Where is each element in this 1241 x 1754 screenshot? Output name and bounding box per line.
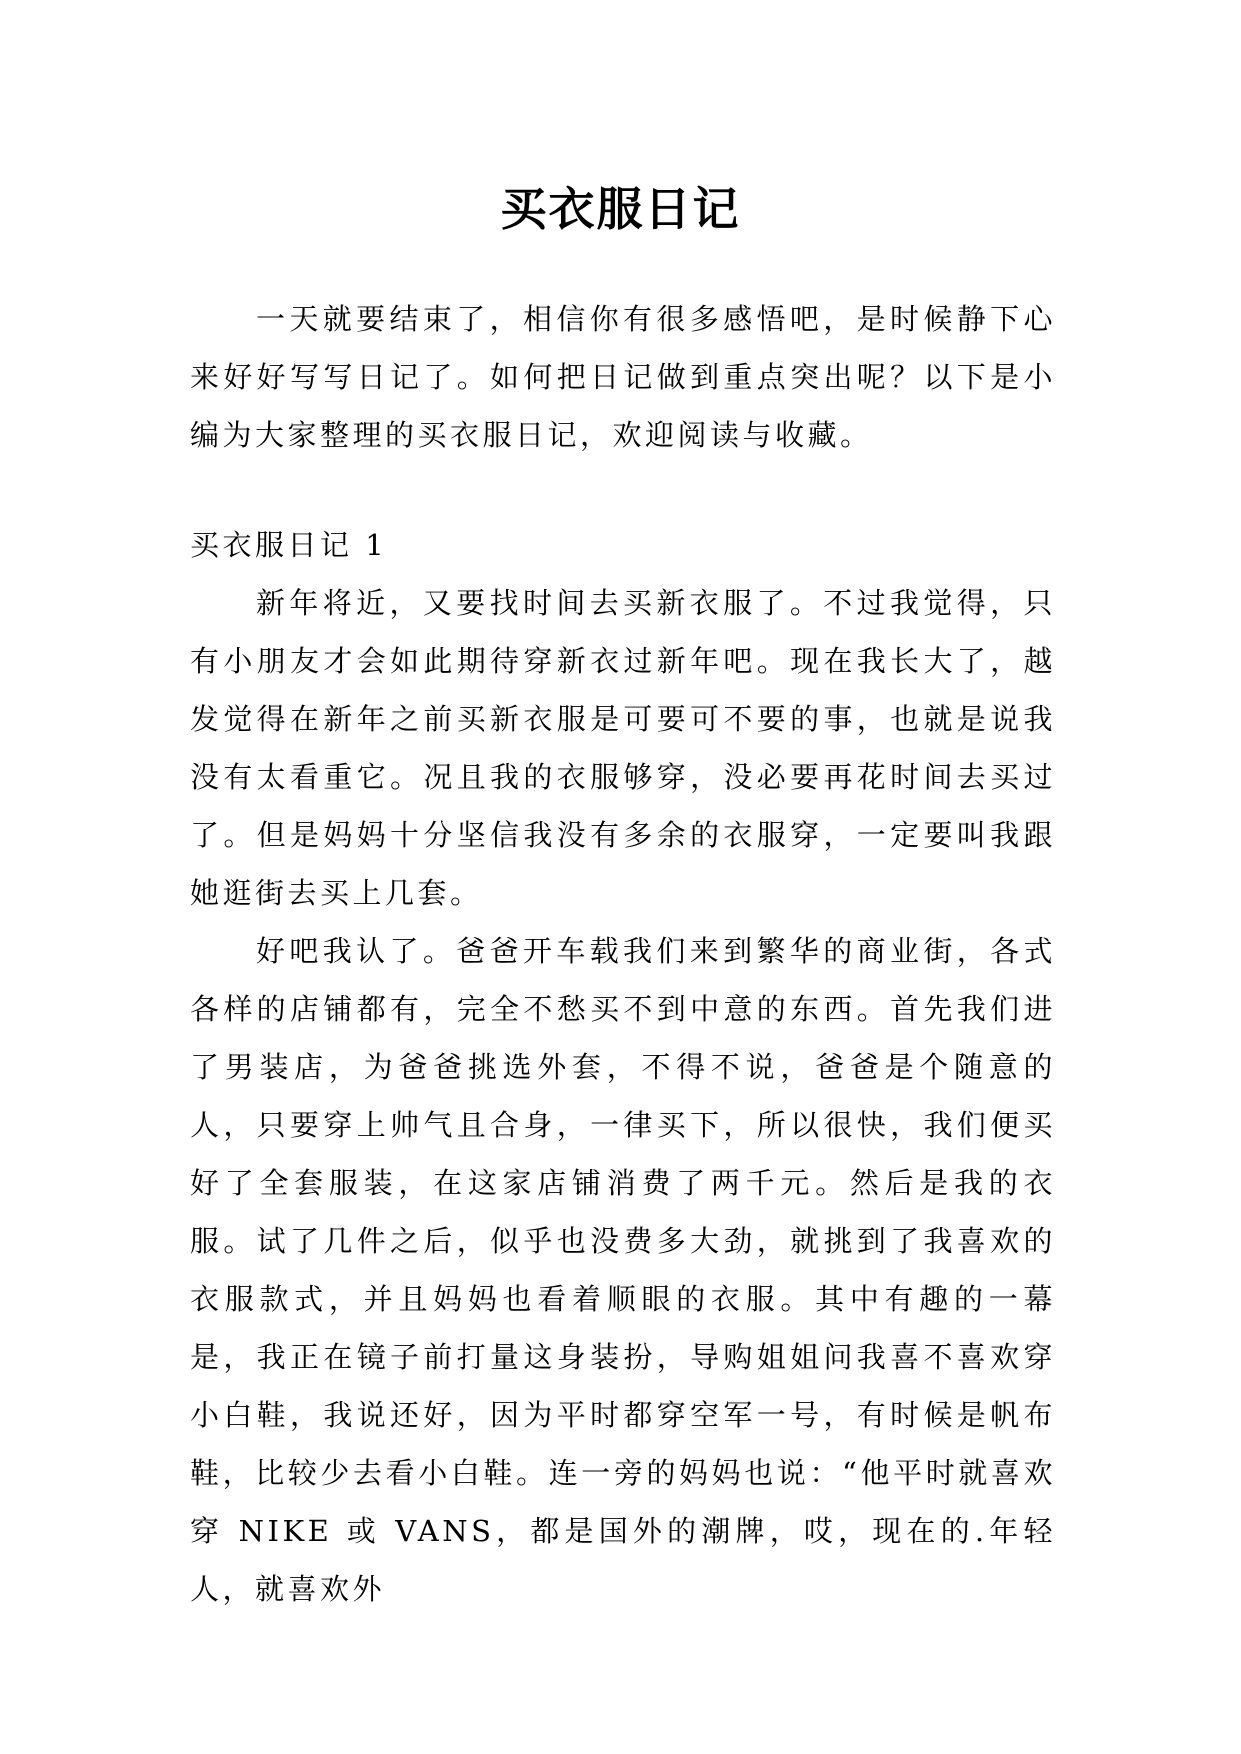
section-heading: 买衣服日记 1 xyxy=(190,528,388,562)
document-title: 买衣服日记 xyxy=(500,181,741,236)
body-paragraph: 好吧我认了。爸爸开车载我们来到繁华的商业街，各式各样的店铺都有，完全不愁买不到中意的东西。首先我们进了男装店，为爸爸挑选外套，不得不说，爸爸是个随意的人，只要穿上帅气且合身，一律买下，所以很快，我们便买好了全套服装，在这家店铺消费了两千元。然后是我的衣服。试了几件之后，似乎也没费多大劲，就挑到了我喜欢的衣服款式，并且妈妈也看着顺眼的衣服。其中有趣的一幕是，我正在镜子前打量这身装扮，导购姐姐问我喜不喜欢穿小白鞋，我说还好，因为平时都穿空军一号，有时候是帆布鞋，比较少去看小白鞋。连一旁的妈妈也说：“他平时就喜欢穿 NIKE 或 VANS，都是国外的潮牌，哎，现在的.年轻人，就喜欢外 xyxy=(190,934,1056,1606)
body-paragraph: 新年将近，又要找时间去买新衣服了。不过我觉得，只有小朋友才会如此期待穿新衣过新年吧。现在我长大了，越发觉得在新年之前买新衣服是可要可不要的事，也就是说我没有太看重它。况且我的衣服够穿，没必要再花时间去买过了。但是妈妈十分坚信我没有多余的衣服穿，一定要叫我跟她逛街去买上几套。 xyxy=(190,586,1056,910)
intro-paragraph: 一天就要结束了，相信你有很多感悟吧，是时候静下心来好好写写日记了。如何把日记做到重点突出呢？以下是小编为大家整理的买衣服日记，欢迎阅读与收藏。 xyxy=(190,302,1056,452)
document-body xyxy=(190,290,1056,1618)
